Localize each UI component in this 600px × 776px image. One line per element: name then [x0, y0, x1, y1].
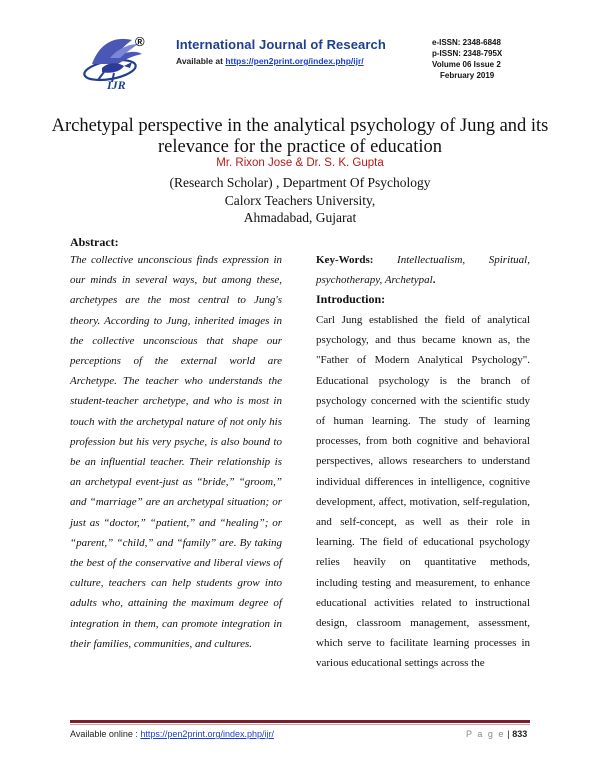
affiliation-line-3: Ahmadabad, Gujarat	[243, 210, 357, 225]
available-label: Available at	[176, 56, 223, 66]
keywords	[316, 250, 530, 290]
keywords-label: Key-Words:	[316, 254, 374, 266]
abstract-heading: Abstract:	[70, 235, 119, 249]
pegasus-logo-icon	[80, 34, 162, 92]
affiliation-line-1: (Research Scholar) , Department Of Psychology	[169, 175, 431, 190]
authors: Mr. Rixon Jose & Dr. S. K. Gupta	[216, 157, 384, 169]
footer-available-label: Available online :	[70, 729, 138, 739]
footer-rule-thin	[70, 724, 530, 725]
abstract-body: The collective unconscious finds expression in our minds in several ways, but among these, archetypes are the most central to Jung's theory. According to Jung, inherited images in the collective unconscious that shape our perceptions of the external world are Archetype. The teacher who understands the student-teacher archetype, and who is most in touch with the archetypal nature of not only his profession but his very psyche, is also bound to be an influential teacher. Their relationship is an archetypal event-just as “bride,” “groom,” and “marriage” are an archetypal situation; or just as “doctor,” “patient,” and “healing”; or “parent,” “child,” and “family” are. By taking the best of the conservative and liberal views of culture, teachers can help students grow into adults who, attaining the maximum degree of integration in them, can promote integration in their families, communities, and cultures.	[70, 254, 282, 650]
introduction-body: Carl Jung established the field of analytical psychology, and thus became known as, the "Father of Modern Analytical Psychology". Educational psychology is the branch of psychology concerned with the scientific study of human learning. The study of learning processes, from both cognitive and behavioral perspectives, allows researchers to understand individual differences in intelligence, cognitive development, affect, motivation, self-regulation, and self-concept, as well as their role in learning. The field of educational psychology relies heavily on quantitative methods, including testing and measurement, to enhance educational activities related to instructional design, classroom management, assessment, which serve to facilitate learning processes in various educational settings across the	[316, 314, 530, 670]
header-availability	[176, 56, 364, 66]
journal-name: International Journal of Research	[176, 37, 386, 52]
logo-text: IJR	[107, 78, 126, 92]
page-separator: |	[507, 729, 510, 739]
title-line-2: relevance for the practice of education	[157, 137, 442, 157]
eissn: e-ISSN: 2348-6848	[432, 38, 501, 47]
journal-logo	[80, 34, 162, 92]
registered-mark: ®	[135, 34, 145, 49]
volume-issue: Volume 06 Issue 2	[432, 60, 501, 69]
affiliation-line-2: Calorx Teachers University,	[224, 192, 376, 208]
page-label: P a g e	[466, 729, 505, 739]
title-line-1: Archetypal perspective in the analytical psychology of Jung and its	[51, 116, 549, 136]
footer-rule	[70, 720, 530, 723]
pissn: p-ISSN: 2348-795X	[432, 49, 503, 58]
affiliation	[0, 174, 600, 227]
introduction-heading: Introduction:	[316, 292, 386, 306]
page-number: 833	[512, 729, 528, 739]
header-journal-link[interactable]: https://pen2print.org/index.php/ijr/	[225, 56, 364, 66]
footer-availability	[70, 729, 274, 739]
footer-journal-link[interactable]: https://pen2print.org/index.php/ijr/	[140, 729, 274, 739]
keywords-values: Intellectualism, Spiritual, psychotherapy, Archetypal	[316, 254, 530, 287]
issue-date: February 2019	[440, 71, 495, 80]
issn-block	[432, 37, 502, 81]
paper-title	[40, 116, 560, 158]
page-number-block	[466, 729, 527, 739]
keywords-end: .	[432, 274, 436, 287]
